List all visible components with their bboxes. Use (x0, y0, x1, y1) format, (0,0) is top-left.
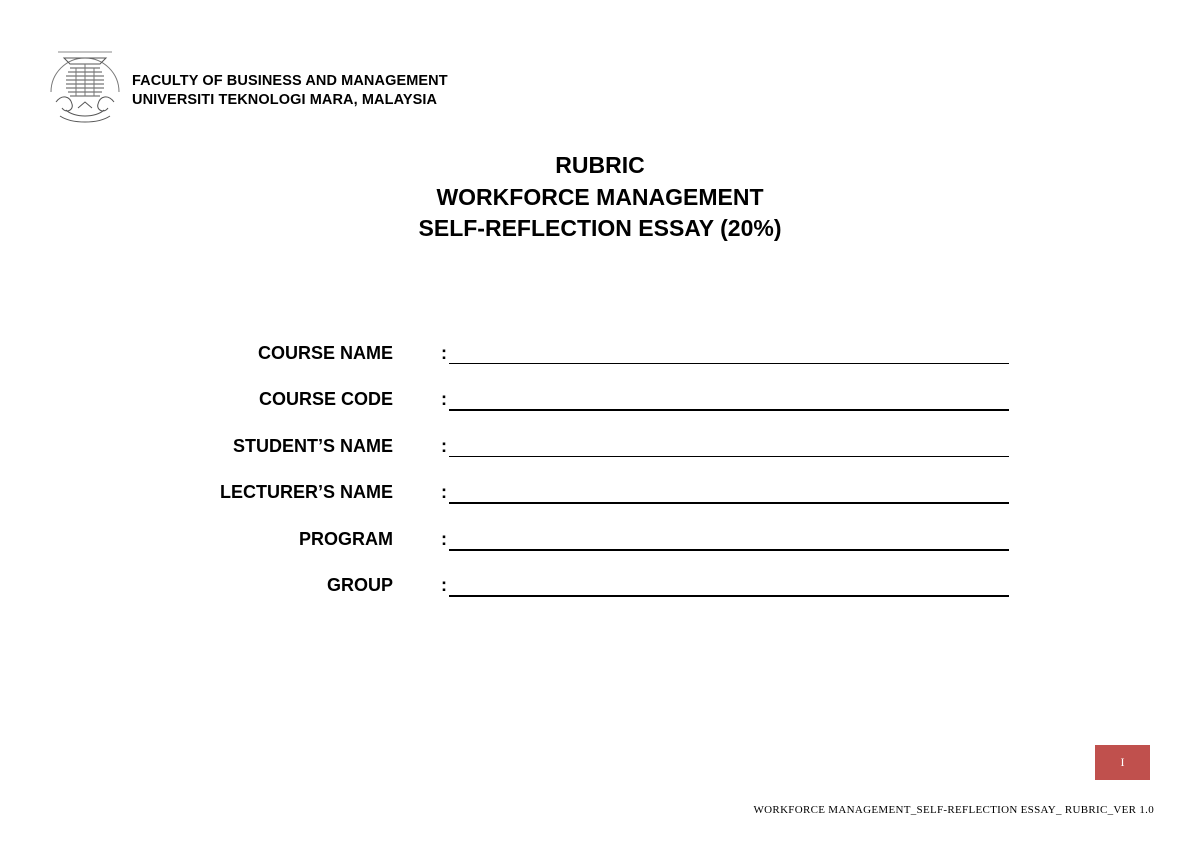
document-footer: WORKFORCE MANAGEMENT_SELF-REFLECTION ESSAY_ RUBRIC_VER 1.0 (753, 804, 1154, 816)
course-code-label: COURSE CODE (258, 389, 393, 409)
course-code-field[interactable] (449, 409, 1009, 411)
title-line-3: SELF-REFLECTION ESSAY (20%) (418, 215, 782, 241)
title-line-2: WORKFORCE MANAGEMENT (436, 183, 764, 210)
group-colon: : (441, 575, 447, 595)
form-row-student-name (0, 433, 1200, 463)
university-name: UNIVERSITI TEKNOLOGI MARA, MALAYSIA (132, 92, 438, 108)
student-name-colon: : (441, 436, 447, 456)
form-row-group (0, 572, 1200, 602)
course-name-label: COURSE NAME (257, 343, 393, 363)
form-row-lecturer-name (0, 479, 1200, 509)
group-label: GROUP (326, 575, 393, 595)
lecturer-name-label: LECTURER’S NAME (219, 482, 393, 502)
institution-header (132, 72, 448, 110)
faculty-name: FACULTY OF BUSINESS AND MANAGEMENT (132, 73, 448, 89)
uitm-logo-icon (48, 50, 122, 130)
group-field[interactable] (449, 595, 1009, 597)
program-field[interactable] (449, 549, 1009, 551)
course-code-colon: : (441, 389, 447, 409)
page-number: I (1120, 755, 1125, 769)
program-label: PROGRAM (299, 529, 393, 549)
student-name-label: STUDENT’S NAME (232, 436, 393, 456)
form-row-program (0, 526, 1200, 556)
course-name-field[interactable] (449, 363, 1009, 364)
program-colon: : (441, 529, 447, 549)
title-line-1: RUBRIC (555, 152, 645, 178)
student-name-field[interactable] (449, 456, 1009, 457)
lecturer-name-field[interactable] (449, 502, 1009, 504)
document-title (0, 150, 1200, 245)
form-row-course-name (0, 340, 1200, 370)
form-row-course-code (0, 386, 1200, 416)
course-name-colon: : (441, 343, 447, 363)
lecturer-name-colon: : (441, 482, 447, 502)
page-number-badge (1095, 745, 1150, 780)
